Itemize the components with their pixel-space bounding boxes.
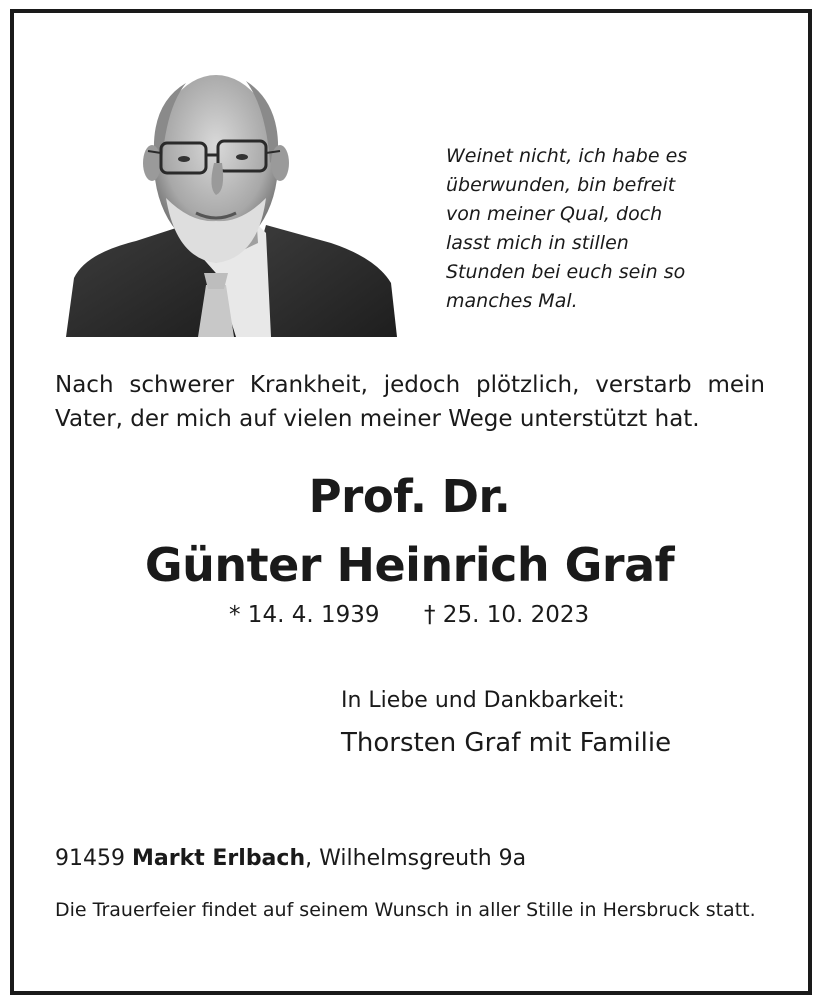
memorial-quote <box>446 142 776 316</box>
birth-date: * 14. 4. 1939 <box>229 602 380 628</box>
portrait-photo <box>66 63 397 337</box>
death-date: † 25. 10. 2023 <box>424 602 590 628</box>
address <box>55 846 526 871</box>
mourners-intro: In Liebe und Dankbarkeit: <box>341 688 625 713</box>
quote-line: manches Mal. <box>446 290 578 312</box>
address-town: Markt Erlbach <box>132 846 306 871</box>
funeral-notice: Die Trauerfeier findet auf seinem Wunsch in aller Stille in Hersbruck statt. <box>55 899 756 921</box>
deceased-title: Prof. Dr. <box>308 470 511 523</box>
address-zip: 91459 <box>55 846 125 871</box>
quote-line: überwunden, bin befreit <box>446 174 676 196</box>
deceased-name: Günter Heinrich Graf <box>144 538 675 592</box>
announcement-text <box>55 368 765 436</box>
mourners-names: Thorsten Graf mit Familie <box>341 728 672 758</box>
announcement-line: Nach schwerer Krankheit, jedoch plötzlich, verstarb mein <box>55 372 765 398</box>
quote-line: von meiner Qual, doch <box>446 203 663 225</box>
quote-line: Weinet nicht, ich habe es <box>446 145 688 167</box>
address-separator: , <box>305 846 313 871</box>
announcement-line: Vater, der mich auf vielen meiner Wege unterstützt hat. <box>55 406 700 432</box>
address-street: Wilhelmsgreuth 9a <box>319 846 527 871</box>
quote-line: Stunden bei euch sein so <box>446 261 686 283</box>
quote-line: lasst mich in stillen <box>446 232 629 254</box>
